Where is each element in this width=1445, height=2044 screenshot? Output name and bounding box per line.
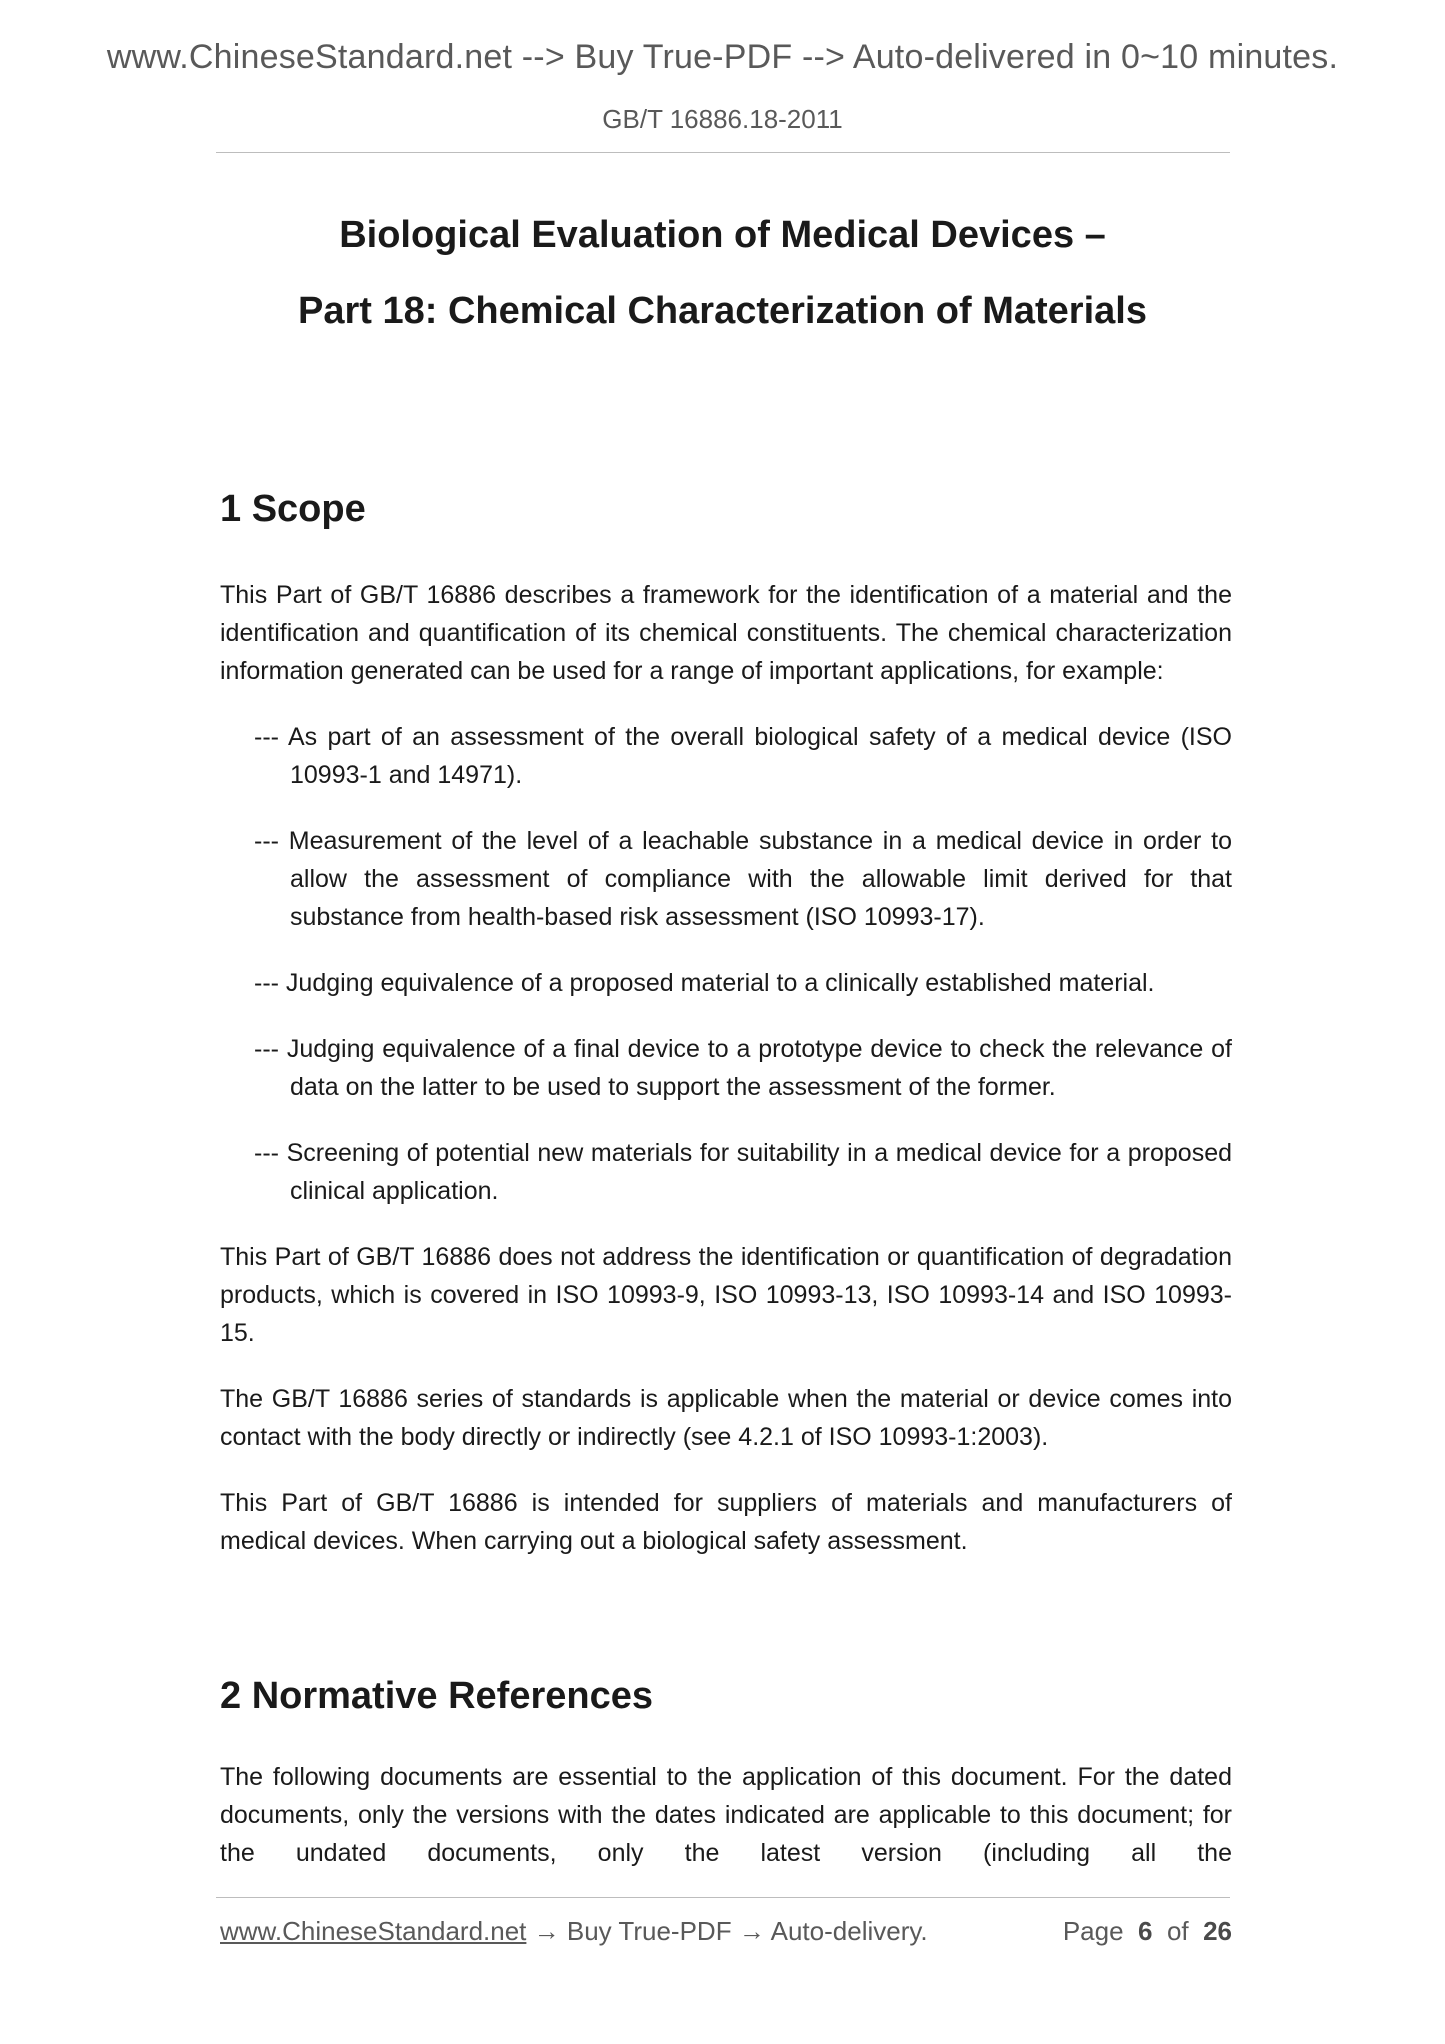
footer-site-link[interactable]: www.ChineseStandard.net (220, 1916, 527, 1946)
scope-paragraph-applicability: The GB/T 16886 series of standards is applicable when the material or device comes into contact with the body directly or indirectly (see 4.2.1 of ISO 10993-1:2003). (220, 1385, 1232, 1451)
section-heading-scope: 1 Scope (220, 488, 366, 530)
page-label: Page (1062, 1916, 1124, 1946)
page-number: 6 (1138, 1916, 1153, 1946)
section-heading-normative-references: 2 Normative References (220, 1675, 653, 1717)
header-divider (216, 152, 1230, 153)
scope-bullet-list (220, 718, 1232, 1210)
page-indicator (1063, 1916, 1232, 1947)
document-title-line2: Part 18: Chemical Characterization of Materials (298, 290, 1147, 332)
footer-delivery-text: Auto-delivery. (770, 1916, 928, 1946)
scope-intro-paragraph: This Part of GB/T 16886 describes a framework for the identification of a material and the identification and quantification of its chemical constituents. The chemical characterization information generated can be used for a range of important applications, for example: (220, 581, 1232, 685)
arrow-right-icon: → (738, 1916, 765, 1946)
list-item: --- As part of an assessment of the overall biological safety of a medical device (ISO 10993-1 and 14971). (254, 723, 1232, 789)
section-scope-body (220, 576, 1232, 1588)
document-id: GB/T 16886.18-2011 (602, 104, 843, 134)
arrow-right-icon: → (533, 1916, 560, 1946)
list-item: --- Judging equivalence of a final device to a prototype device to check the relevance of data on the latter to be used to support the assessment of the former. (254, 1035, 1232, 1101)
list-item: --- Measurement of the level of a leachable substance in a medical device in order to allow the assessment of compliance with the allowable limit derived for that substance from health-based risk assessment (ISO 10993-17). (254, 827, 1232, 931)
footer-divider (216, 1897, 1230, 1898)
footer-left (220, 1916, 928, 1947)
list-item: --- Screening of potential new materials for suitability in a medical device for a proposed clinical application. (254, 1139, 1232, 1205)
document-title-line1: Biological Evaluation of Medical Devices – (339, 214, 1106, 256)
section-normative-references-body (220, 1758, 1232, 1872)
footer-buy-text: Buy True-PDF (566, 1916, 732, 1946)
list-item: --- Judging equivalence of a proposed material to a clinically established material. (254, 969, 1155, 997)
of-label: of (1166, 1916, 1189, 1946)
scope-paragraph-intended-users: This Part of GB/T 16886 is intended for suppliers of materials and manufacturers of medical devices. When carrying out a biological safety assessment. (220, 1489, 1232, 1555)
normative-references-paragraph: The following documents are essential to the application of this document. For the dated documents, only the versions with the dates indicated are applicable to this document; for the undated documents, only the latest version (including all the (220, 1763, 1232, 1867)
total-pages: 26 (1203, 1916, 1232, 1946)
scope-paragraph-degradation: This Part of GB/T 16886 does not address the identification or quantification of degradation products, which is covered in ISO 10993-9, ISO 10993-13, ISO 10993-14 and ISO 10993-15. (220, 1243, 1232, 1347)
header-banner: www.ChineseStandard.net --> Buy True-PDF --> Auto-delivered in 0~10 minutes. (106, 38, 1339, 76)
